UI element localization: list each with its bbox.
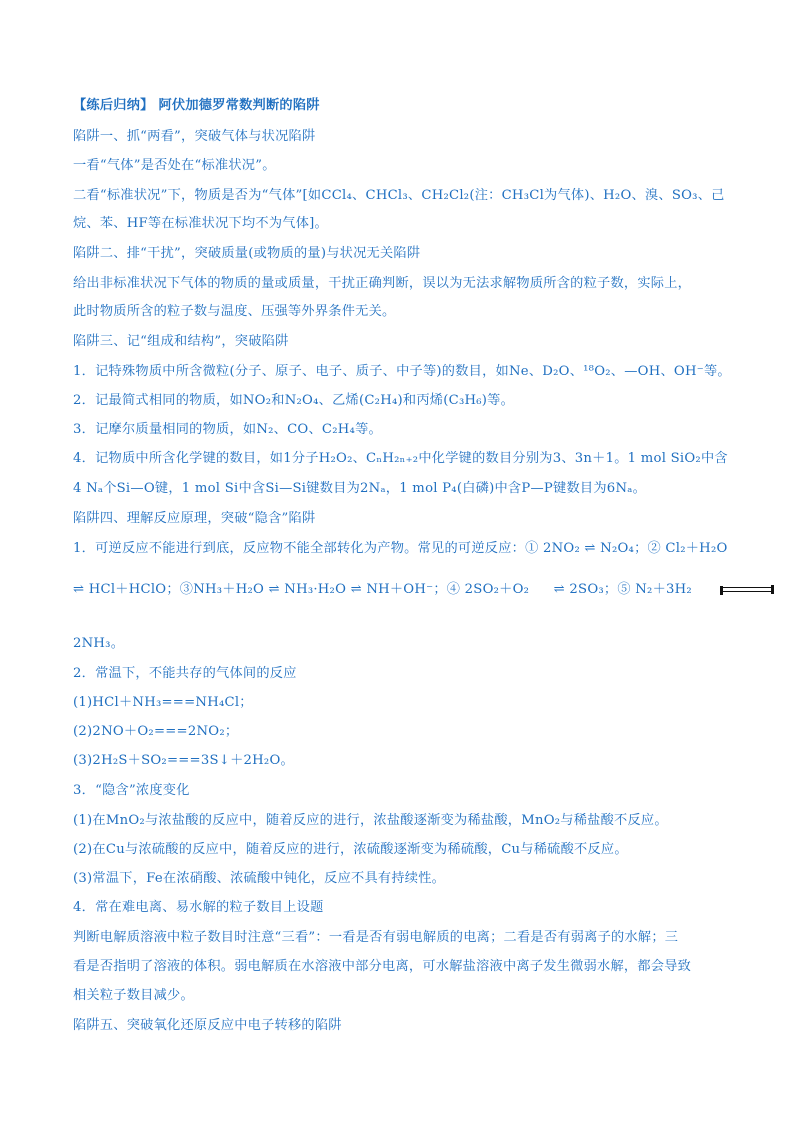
trap4-line1: 1．可逆反应不能进行到底，反应物不能全部转化为产物。常见的可逆反应：① 2NO₂ ⇌ N₂O₄；② Cl₂＋H₂O bbox=[73, 541, 728, 556]
trap4-sub2-3: (3)2H₂S＋SO₂===3S↓＋2H₂O。 bbox=[73, 753, 294, 768]
trap4-title: 陷阱四、理解反应原理，突破“隐含”陷阱 bbox=[73, 511, 316, 526]
trap5-title: 陷阱五、突破氧化还原反应中电子转移的陷阱 bbox=[73, 1018, 342, 1033]
trap4-sub2: 2．常温下，不能共存的气体间的反应 bbox=[73, 666, 297, 681]
heading-bracket: 【练后归纳】 bbox=[73, 98, 154, 113]
trap1-p2b: 烷、苯、HF等在标准状况下均不为气体]。 bbox=[73, 216, 328, 231]
trap4-sub2-2: (2)2NO＋O₂===2NO₂； bbox=[73, 724, 239, 739]
reversible-arrow-icon bbox=[720, 585, 774, 595]
trap4-sub3: 3．“隐含”浓度变化 bbox=[73, 783, 190, 798]
trap4-line2b: ⇌ 2SO₃；⑤ N₂＋3H₂ bbox=[553, 582, 692, 597]
trap1-p1: 一看“气体”是否处在“标准状况”。 bbox=[73, 158, 276, 173]
trap4-line3: 2NH₃。 bbox=[73, 636, 125, 651]
trap1-title: 陷阱一、抓“两看”，突破气体与状况陷阱 bbox=[73, 129, 316, 144]
trap3-item3: 3．记摩尔质量相同的物质，如N₂、CO、C₂H₄等。 bbox=[73, 422, 382, 437]
trap4-sub4-p2: 看是否指明了溶液的体积。弱电解质在水溶液中部分电离，可水解盐溶液中离子发生微弱水解，都会导致 bbox=[73, 959, 692, 974]
trap4-line2a: ⇌ HCl＋HClO；③NH₃＋H₂O ⇌ NH₃·H₂O ⇌ NH＋OH⁻；④ 2SO₂＋O₂ bbox=[73, 582, 530, 597]
trap2-p1a: 给出非标准状况下气体的物质的量或质量，干扰正确判断，误以为无法求解物质所含的粒子数，实际上， bbox=[73, 276, 692, 291]
trap4-sub2-1: (1)HCl＋NH₃===NH₄Cl； bbox=[73, 695, 253, 710]
trap4-sub3-3: (3)常温下，Fe在浓硝酸、浓硫酸中钝化，反应不具有持续性。 bbox=[73, 871, 446, 886]
heading-title: 阿伏加德罗常数判断的陷阱 bbox=[158, 98, 320, 113]
heading bbox=[73, 96, 320, 116]
trap4-sub3-1: (1)在MnO₂与浓盐酸的反应中，随着反应的进行，浓盐酸逐渐变为稀盐酸，MnO₂与稀盐酸不反应。 bbox=[73, 813, 668, 828]
trap4-sub4: 4．常在难电离、易水解的粒子数目上设题 bbox=[73, 900, 324, 915]
trap4-sub3-2: (2)在Cu与浓硫酸的反应中，随着反应的进行，浓硫酸逐渐变为稀硫酸，Cu与稀硫酸不反应。 bbox=[73, 842, 628, 857]
trap1-p2a: 二看“标准状况”下，物质是否为“气体”[如CCl₄、CHCl₃、CH₂Cl₂(注：CH₃Cl为气体)、H₂O、溴、SO₃、己 bbox=[73, 188, 725, 203]
trap3-title: 陷阱三、记“组成和结构”，突破陷阱 bbox=[73, 334, 289, 349]
trap3-item4b: 4 Nₐ个Si—O键，1 mol Si中含Si—Si键数目为2Nₐ，1 mol P₄(白磷)中含P—P键数目为6Nₐ。 bbox=[73, 481, 647, 496]
trap3-item2: 2．记最简式相同的物质，如NO₂和N₂O₄、乙烯(C₂H₄)和丙烯(C₃H₆)等。 bbox=[73, 393, 515, 408]
trap4-sub4-p1: 判断电解质溶液中粒子数目时注意“三看”：一看是否有弱电解质的电离；二看是否有弱离子的水解；三 bbox=[73, 930, 679, 945]
trap4-sub4-p3: 相关粒子数目减少。 bbox=[73, 988, 194, 1003]
trap2-title: 陷阱二、排“干扰”，突破质量(或物质的量)与状况无关陷阱 bbox=[73, 246, 421, 261]
trap3-item1: 1．记特殊物质中所含微粒(分子、原子、电子、质子、中子等)的数目，如Ne、D₂O、¹⁸O₂、—OH、OH⁻等。 bbox=[73, 364, 731, 379]
trap3-item4a: 4．记物质中所含化学键的数目，如1分子H₂O₂、CₙH₂ₙ₊₂中化学键的数目分别为3、3n＋1。1 mol SiO₂中含 bbox=[73, 451, 728, 466]
trap4-line2 bbox=[73, 580, 774, 600]
trap2-p1b: 此时物质所含的粒子数与温度、压强等外界条件无关。 bbox=[73, 304, 396, 319]
